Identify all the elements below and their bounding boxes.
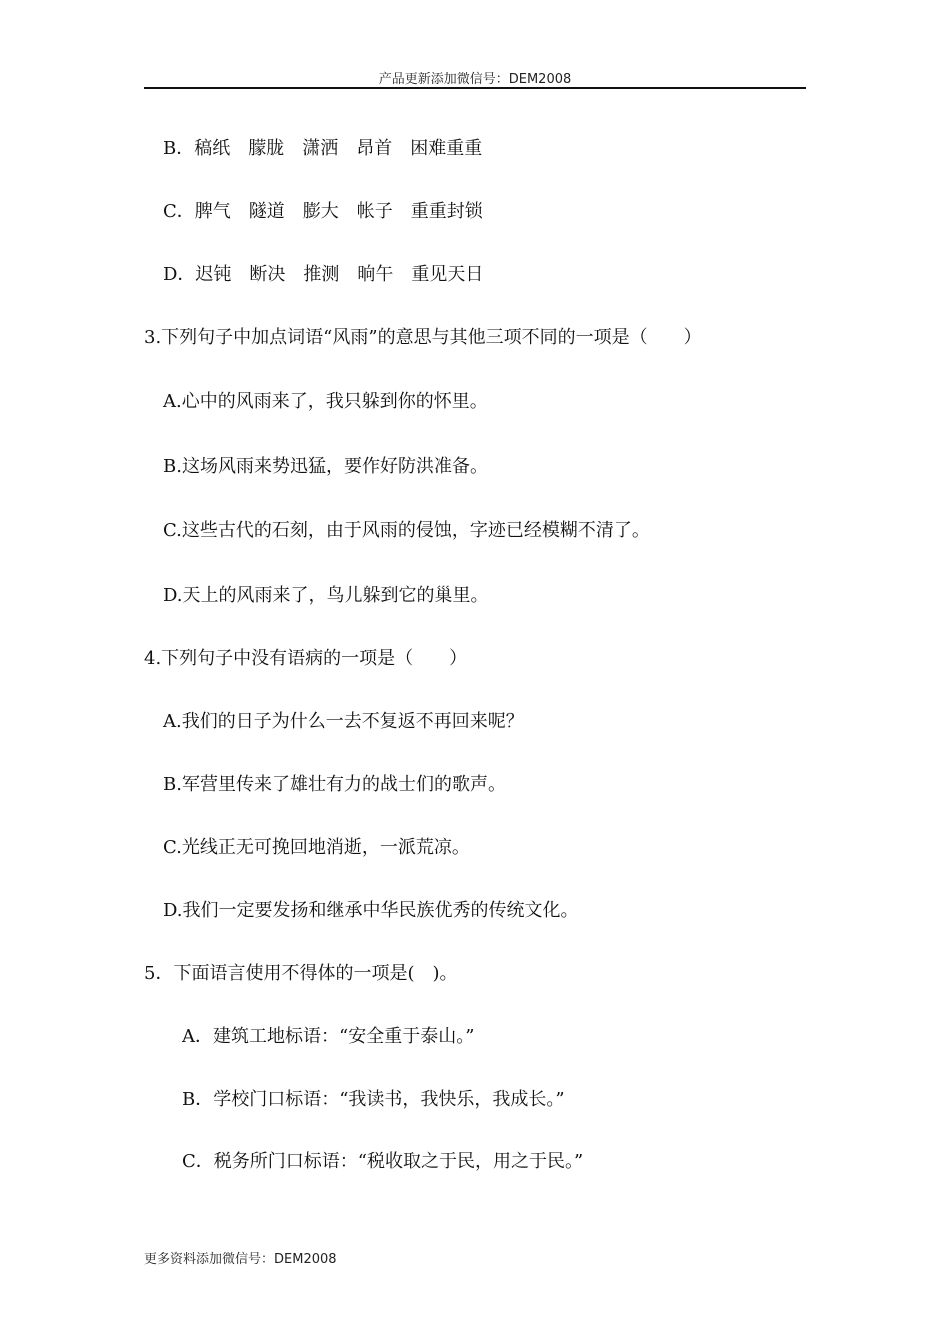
- q3-stem: 3.下列句子中加点词语“风雨”的意思与其他三项不同的一项是（ ）: [144, 327, 702, 348]
- q3-option-a: A.心中的风雨来了，我只躲到你的怀里。: [163, 391, 488, 412]
- q4-stem: 4.下列句子中没有语病的一项是（ ）: [144, 648, 468, 669]
- q3-option-d: D.天上的风雨来了，鸟儿躲到它的巢里。: [163, 585, 489, 606]
- q2-option-d: D．迟钝 断决 推测 晌午 重见天日: [163, 264, 484, 285]
- page-header: 产品更新添加微信号：DEM2008: [378, 72, 572, 87]
- q5-stem: 5．下面语言使用不得体的一项是( )。: [144, 963, 458, 984]
- q2-option-b: B．稿纸 朦胧 潇洒 昂首 困难重重: [163, 138, 483, 159]
- q4-option-c: C.光线正无可挽回地消逝，一派荒凉。: [163, 837, 470, 858]
- q5-option-b: B．学校门口标语：“我读书，我快乐，我成长。”: [182, 1089, 565, 1110]
- q5-option-a: A．建筑工地标语：“安全重于泰山。”: [182, 1026, 475, 1047]
- header-divider: [144, 87, 806, 89]
- q4-option-a: A.我们的日子为什么一去不复返不再回来呢？: [163, 711, 524, 732]
- q4-option-b: B.军营里传来了雄壮有力的战士们的歌声。: [163, 774, 506, 795]
- q5-option-c: C．税务所门口标语：“税收取之于民，用之于民。”: [182, 1151, 584, 1172]
- q2-option-c: C．脾气 隧道 膨大 帐子 重重封锁: [163, 201, 483, 222]
- page-footer: 更多资料添加微信号：DEM2008: [144, 1252, 337, 1267]
- q3-option-c: C.这些古代的石刻，由于风雨的侵蚀，字迹已经模糊不清了。: [163, 520, 650, 541]
- q3-option-b: B.这场风雨来势迅猛，要作好防洪准备。: [163, 456, 488, 477]
- q4-option-d: D.我们一定要发扬和继承中华民族优秀的传统文化。: [163, 900, 579, 921]
